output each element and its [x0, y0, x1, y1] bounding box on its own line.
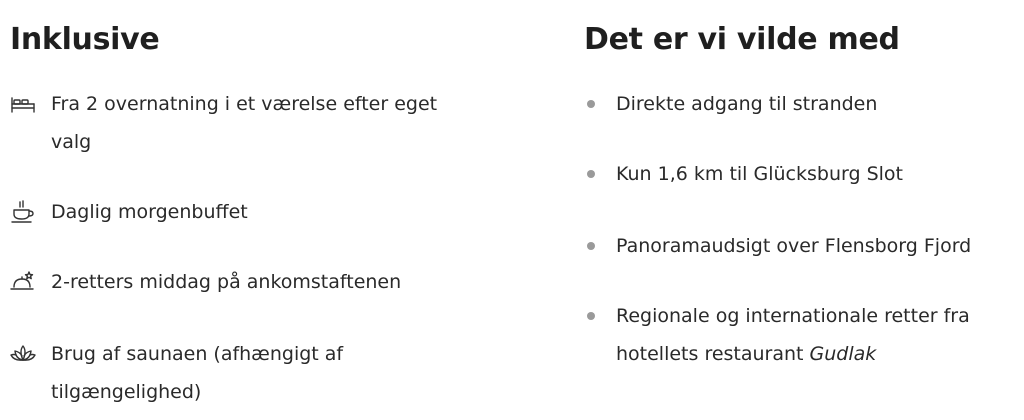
highlight-item-restaurant	[584, 297, 1016, 373]
included-item-label: Daglig morgenbuffet	[51, 201, 248, 223]
highlights-heading: Det er vi vilde med	[584, 22, 900, 57]
restaurant-name: Gudlak	[809, 343, 877, 365]
included-item-label: 2-retters middag på ankomstaftenen	[51, 271, 402, 293]
bed-icon	[10, 85, 36, 123]
included-item-dinner	[10, 263, 451, 301]
included-item-overnight	[10, 85, 451, 161]
dinner-cloche-icon	[10, 263, 36, 301]
included-item-breakfast	[10, 193, 451, 231]
bullet-dot-icon	[586, 85, 596, 123]
highlight-item-beach	[584, 85, 1016, 123]
highlight-item-view	[584, 227, 1016, 265]
bullet-dot-icon	[586, 227, 596, 265]
highlight-item-label	[616, 297, 1016, 373]
bullet-dot-icon	[586, 297, 596, 335]
lotus-icon	[10, 335, 36, 373]
highlight-item-text: Regionale og internationale retter fra hotellets restaurant	[616, 305, 970, 365]
highlight-item-castle	[584, 155, 1016, 193]
included-item-sauna	[10, 335, 451, 411]
highlight-item-label: Kun 1,6 km til Glücksburg Slot	[616, 163, 903, 185]
included-item-label: Brug af saunaen (afhængigt af tilgængelighed)	[51, 343, 344, 403]
coffee-cup-icon	[10, 193, 36, 231]
highlight-item-label: Panoramaudsigt over Flensborg Fjord	[616, 235, 972, 257]
included-item-label: Fra 2 overnatning i et værelse efter eget valg	[51, 93, 438, 153]
bullet-dot-icon	[586, 155, 596, 193]
highlight-item-label: Direkte adgang til stranden	[616, 93, 878, 115]
included-heading: Inklusive	[10, 22, 160, 57]
